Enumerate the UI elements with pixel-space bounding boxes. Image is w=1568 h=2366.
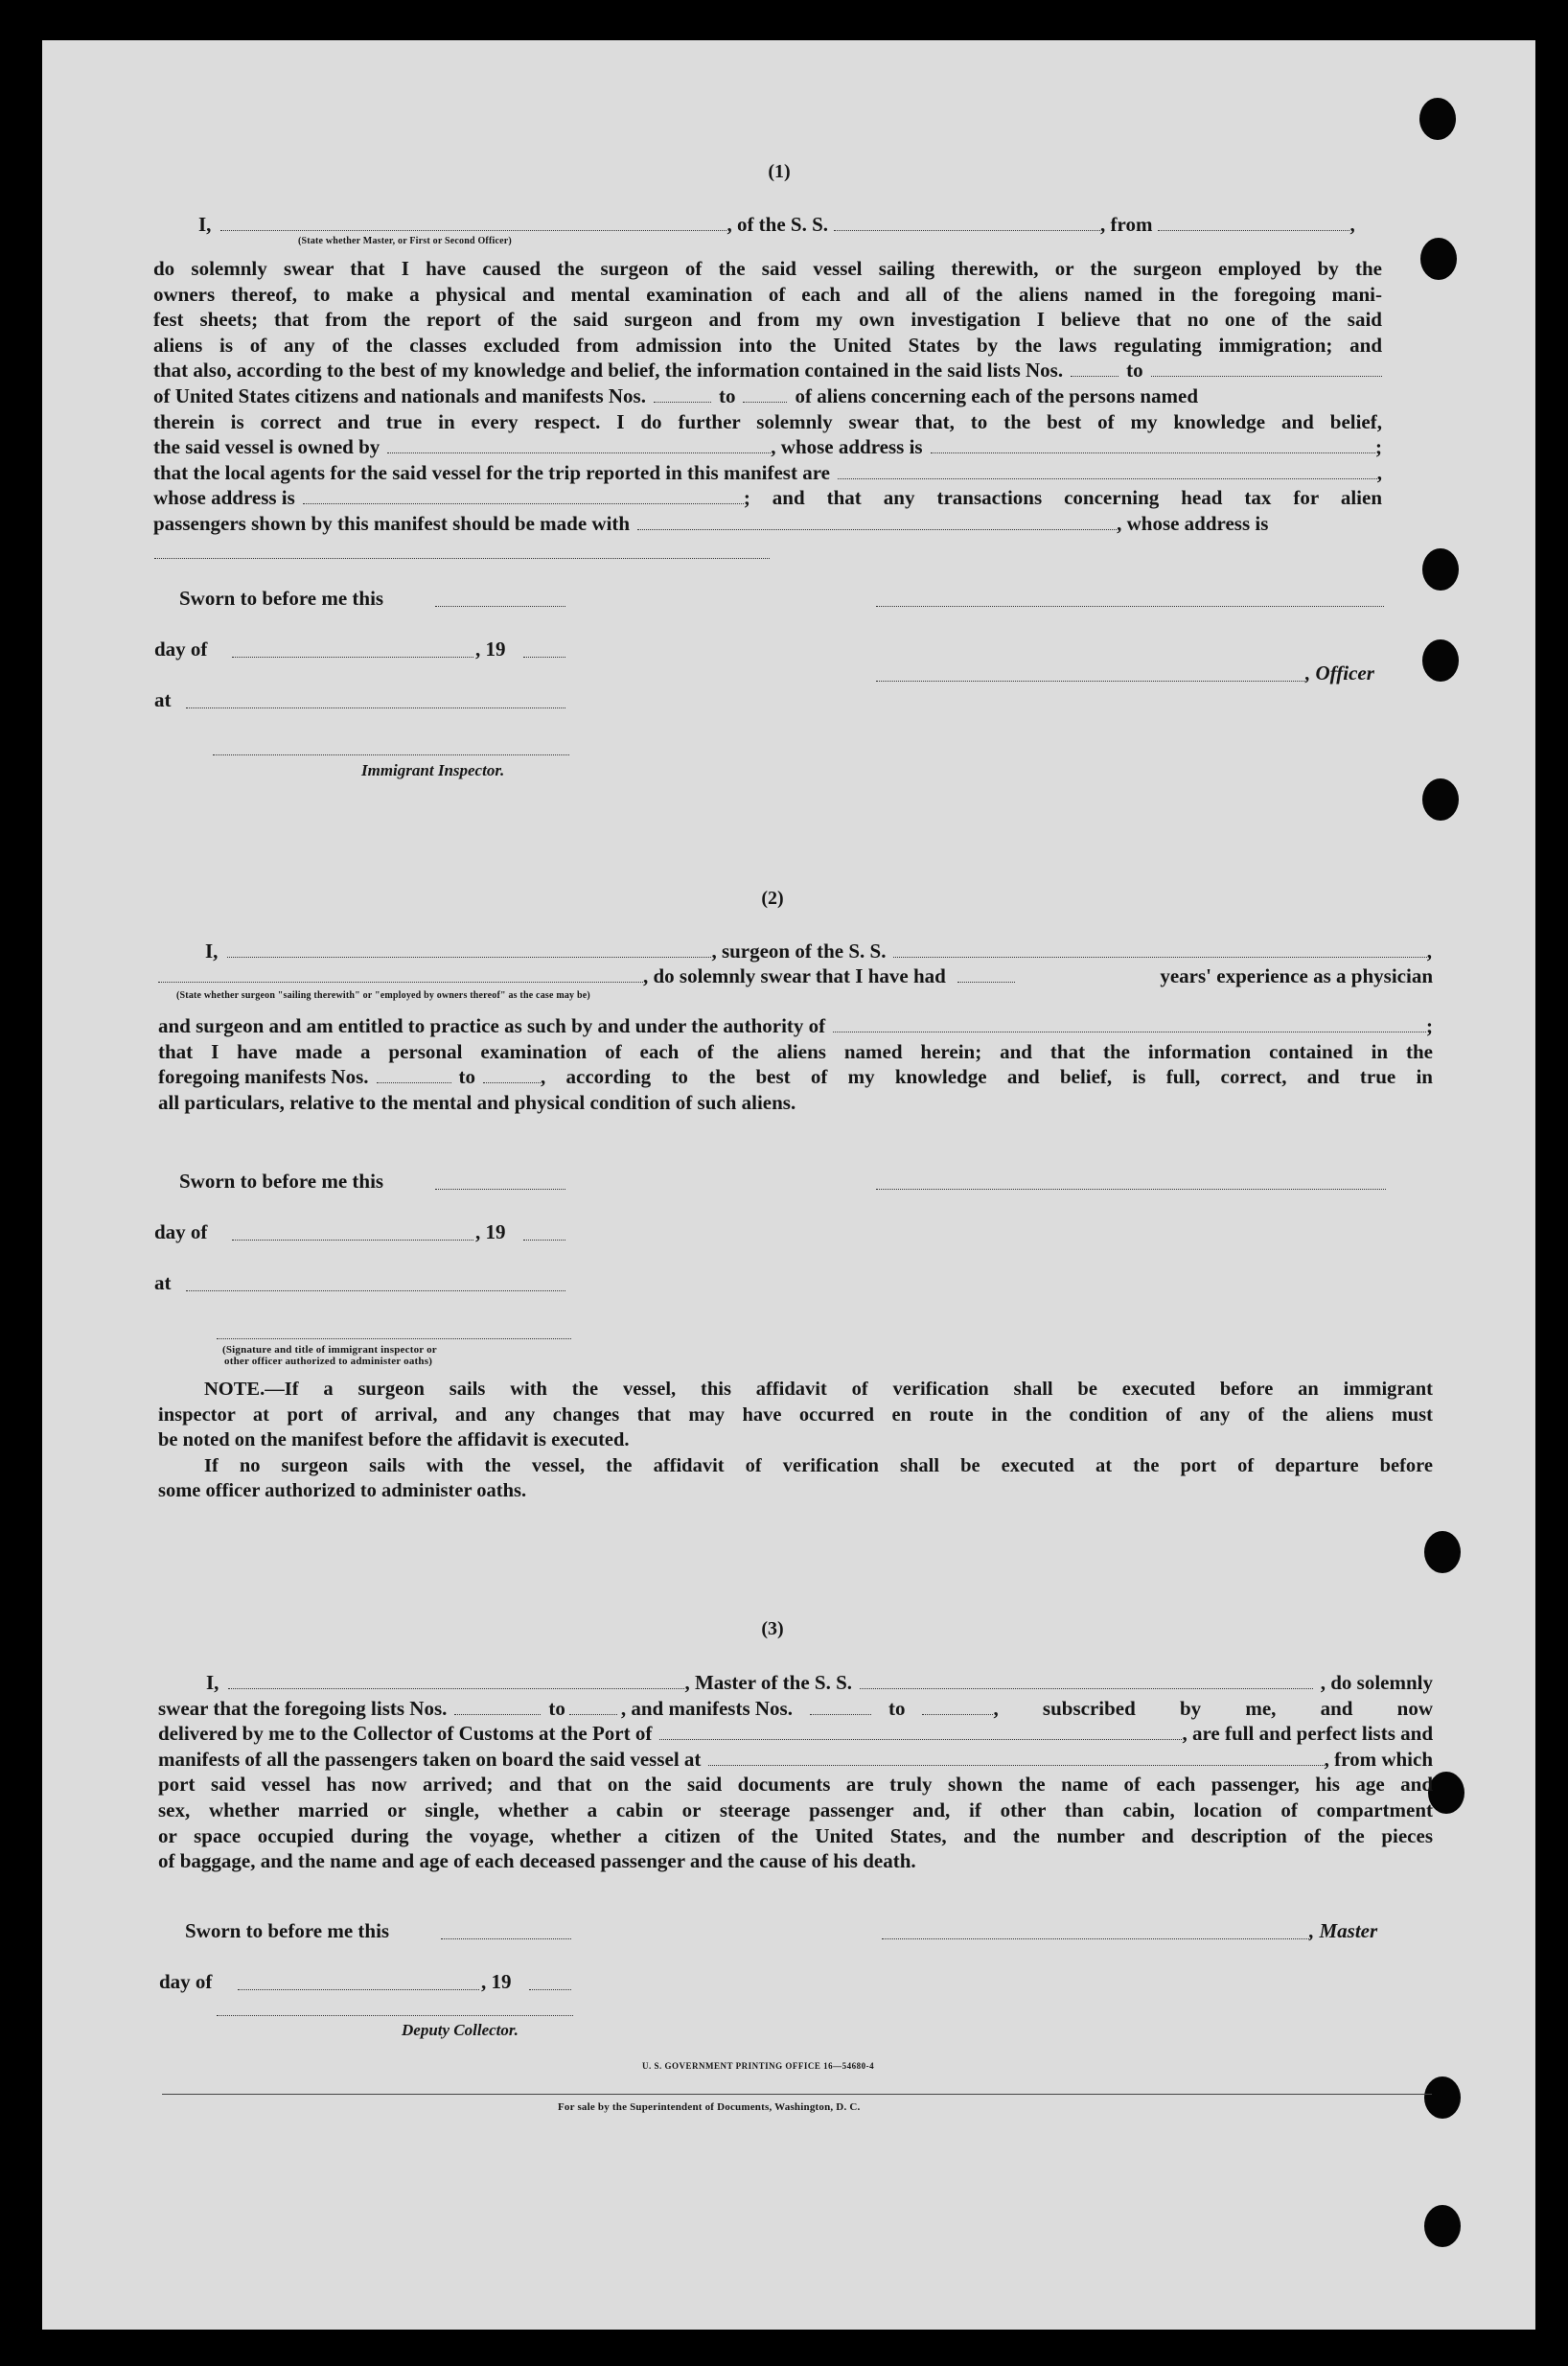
body-line: port said vessel has now arrived; and that on the said documents are truly shown the name of each passenger, his age and [158,1773,1433,1797]
text: of United States citizens and nationals and manifests Nos. [153,383,646,407]
body-line: fest sheets; that from the report of the said surgeon and from my own investigation I believe that no one of the said [153,308,1382,332]
sworn-date-blank [441,1938,571,1939]
section2-line1 [205,939,1432,963]
authority-blank [833,1014,1426,1032]
head-tax-blank [637,512,1117,530]
sworn-label: Sworn to before me this [179,1170,384,1193]
body-line: of baggage, and the name and age of each deceased passenger and the cause of his death. [158,1849,916,1873]
note-line: be noted on the manifest before the affidavit is executed. [158,1429,630,1451]
master-signature-blank [882,1938,1311,1939]
text: , and manifests Nos. [620,1696,793,1720]
text: of aliens concerning each of the persons named [795,383,1199,407]
punch-hole [1424,2076,1461,2119]
officer-title-blank [876,681,1305,682]
at-label: at [154,688,172,711]
signature-blank [217,1338,571,1339]
sworn-label: Sworn to before me this [179,587,384,610]
owner-blank [387,435,771,453]
body-line: all particulars, relative to the mental and physical condition of such aliens. [158,1090,796,1114]
text: , [1426,939,1432,963]
text: the said vessel is owned by [153,435,380,459]
deputy-label: Deputy Collector. [402,2021,519,2039]
boarding-port-blank [708,1748,1324,1766]
text: to [718,383,736,407]
section-number: (1) [768,161,791,182]
sale-notice: For sale by the Superintendent of Documents, Washington, D. C. [558,2101,861,2113]
body-line: or space occupied during the voyage, whether a citizen of the United States, and the number and description of the pieces [158,1823,1433,1847]
text: to [458,1065,476,1089]
sworn-date-blank [435,1189,565,1190]
agents-blank [838,461,1377,479]
master-name-blank [228,1671,684,1689]
signature-caption: other officer authorized to administer oaths) [224,1356,433,1367]
punch-hole [1428,1772,1464,1814]
section-number: (2) [761,888,784,909]
text: ; and that any transactions concerning head tax for alien [743,486,1382,510]
text: I, [206,1671,219,1694]
section-number: (3) [761,1618,784,1639]
gpo-imprint: U. S. GOVERNMENT PRINTING OFFICE 16—54680-4 [642,2061,875,2071]
text: , are full and perfect lists and [1182,1722,1433,1746]
inspector-signature-blank [213,754,569,755]
year-label: , 19 [475,1220,506,1243]
text: , [1376,460,1382,484]
year-label: , 19 [481,1970,512,1993]
manifests-from-blank [654,384,711,403]
text: whose address is [153,486,295,510]
text: swear that the foregoing lists Nos. [158,1696,448,1720]
port-blank [1158,213,1349,231]
text: and surgeon and am entitled to practice as such by and under the authority of [158,1014,826,1037]
text: , do solemnly swear that I have had [643,964,946,987]
body-line: aliens is of any of the classes excluded from admission into the United States by the laws regulating immigration; and [153,333,1382,357]
day-of-label: day of [154,1220,208,1243]
officer-signature-blank [876,606,1384,607]
punch-hole [1419,98,1456,140]
vessel-name-blank [860,1671,1313,1689]
vessel-name-blank [893,939,1426,958]
text: , of the S. S. [726,213,829,236]
text: , whose address is [1117,511,1269,535]
year-blank [523,1240,565,1241]
footer-rule [162,2094,1432,2095]
text: to [548,1696,565,1720]
text: I, [198,213,212,236]
port-blank [659,1722,1182,1740]
text: , from [1100,213,1153,236]
sworn-label: Sworn to before me this [185,1919,390,1942]
text: , do solemnly [1320,1671,1433,1694]
manifests-from-blank [810,1697,871,1715]
text: , subscribed by me, and now [993,1696,1433,1720]
text: , from which [1324,1747,1433,1771]
manifests-to-blank [743,384,787,403]
body-line: therein is correct and true in every respect. I do further solemnly swear that, to the best of my knowledge and belief, [153,409,1382,433]
punch-hole [1420,238,1457,280]
years-blank [957,964,1015,983]
sworn-date-blank [435,606,565,607]
section2-line2 [158,964,1433,988]
text: to [1126,359,1143,383]
owner-address-blank [931,435,1375,453]
month-blank [238,1989,479,1990]
text: , whose address is [771,435,923,459]
year-blank [523,657,565,658]
text: years' experience as a physician [1160,964,1433,987]
text: ; [1426,1014,1433,1037]
text: ; [1375,435,1382,459]
day-of-label: day of [159,1970,213,1993]
text: manifests of all the passengers taken on board the said vessel at [158,1747,702,1771]
punch-hole [1422,778,1459,821]
collector-signature-blank [217,2015,573,2016]
vessel-name-blank [834,213,1100,231]
lists-from-blank [454,1697,541,1715]
document-page [42,40,1535,2330]
lists-to-blank [569,1697,617,1715]
manifests-to-blank [922,1697,993,1715]
punch-hole [1424,1531,1461,1573]
at-label: at [154,1271,172,1294]
lists-to-blank [1151,359,1382,377]
note-line: some officer authorized to administer oaths. [158,1480,527,1502]
punch-hole [1422,639,1459,682]
address-continuation-blank [154,558,770,559]
section3-body [158,1670,1433,1874]
text: , Master of the S. S. [684,1671,853,1694]
text: foregoing manifests Nos. [158,1065,369,1089]
rank-caption: (State whether Master, or First or Second Officer) [298,236,512,246]
officer-label: , Officer [1305,661,1374,684]
punch-hole [1424,2205,1461,2247]
text: passengers shown by this manifest should be made with [153,511,631,535]
note-line: If no surgeon sails with the vessel, the affidavit of verification shall be executed at the port of departure before [204,1454,1433,1476]
text: I, [205,939,219,963]
manifests-from-blank [377,1065,451,1083]
body-line: sex, whether married or single, whether a cabin or steerage passenger and, if other than cabin, location of compartment [158,1798,1433,1821]
text: delivered by me to the Collector of Customs at the Port of [158,1722,653,1746]
officer-rank-blank [220,213,726,231]
text: , surgeon of the S. S. [711,939,887,963]
month-blank [232,657,473,658]
surgeon-type-blank [158,964,643,983]
text: to [888,1696,906,1720]
surgeon-signature-blank [876,1189,1386,1190]
year-blank [529,1989,571,1990]
inspector-label: Immigrant Inspector. [361,761,505,779]
place-blank [186,707,565,708]
body-line: owners thereof, to make a physical and mental examination of each and all of the aliens named in the foregoing mani- [153,282,1382,306]
note-line: inspector at port of arrival, and any changes that may have occurred en route in the condition of any of the aliens must [158,1403,1433,1426]
lists-from-blank [1071,359,1118,377]
note-line: NOTE.—If a surgeon sails with the vessel, this affidavit of verification shall be executed before an immigrant [204,1379,1433,1400]
master-label: , Master [1309,1919,1378,1942]
section2-body [158,1013,1433,1115]
place-blank [186,1290,565,1291]
text: that also, according to the best of my knowledge and belief, the information contained in the said lists Nos. [153,359,1064,383]
text: that the local agents for the said vessel for the trip reported in this manifest are [153,460,830,484]
year-label: , 19 [475,638,506,661]
section1-line1: I, , of the S. S. , from , [198,213,1355,236]
month-blank [232,1240,473,1241]
section1-body [153,256,1382,537]
body-line: that I have made a personal examination of each of the aliens named herein; and that the information contained in the [158,1039,1433,1063]
note-block [158,1377,1433,1504]
surgeon-caption: (State whether surgeon "sailing therewith" or "employed by owners thereof" as the case may be) [176,990,590,1001]
punch-hole [1422,548,1459,591]
text: , according to the best of my knowledge and belief, is full, correct, and true in [541,1065,1433,1089]
surgeon-name-blank [227,939,711,958]
signature-caption: (Signature and title of immigrant inspector or [222,1344,437,1356]
agents-address-blank [303,486,744,504]
day-of-label: day of [154,638,208,661]
body-line: do solemnly swear that I have caused the surgeon of the said vessel sailing therewith, or the surgeon employed by the [153,257,1382,280]
manifests-to-blank [483,1065,541,1083]
